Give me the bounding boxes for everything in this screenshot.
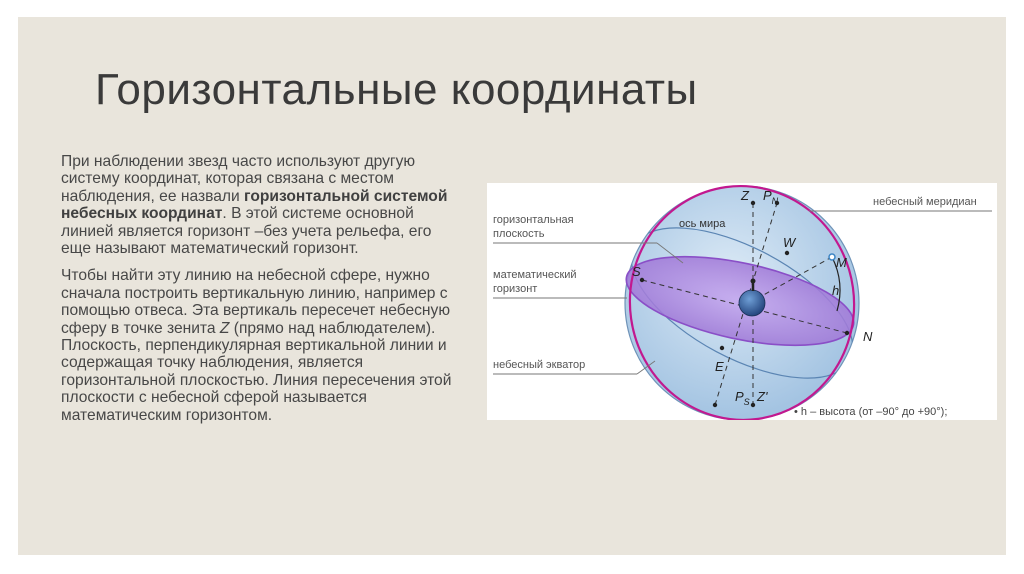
paragraph-1-bold: горизонтальной системой небесных координат: [61, 187, 448, 223]
label-s: S: [632, 264, 641, 279]
label-w: W: [783, 235, 796, 250]
earth-icon: [739, 290, 765, 316]
label-celestial-meridian: небесный меридиан: [873, 196, 977, 208]
label-horizontal-plane-1: горизонтальная: [493, 214, 574, 226]
body-text: [61, 153, 461, 434]
celestial-sphere-diagram: [487, 183, 997, 420]
slide-title: Горизонтальные координаты: [95, 65, 698, 114]
label-e: E: [715, 359, 724, 374]
point-m: [829, 254, 835, 260]
figure-caption: • h – высота (от –90° до +90°);: [794, 406, 948, 418]
paragraph-2: [61, 267, 461, 424]
label-horizontal-plane-2: плоскость: [493, 228, 545, 240]
paragraph-1-text-a: При наблюдении звезд часто используют другую систему координат, которая связана с местом наблюдения, ее назвали: [61, 153, 416, 205]
label-h: h: [832, 283, 840, 298]
paragraph-2-text-b: (прямо над наблюдателем). Плоскость, перпендикулярная вертикальной линии и содержащая точку наблюдения, является горизонтальной плоскостью. Линия пересечения этой плоскости с небесной сферой называется математическим горизонтом.: [61, 319, 452, 424]
paragraph-2-text-a: Чтобы найти эту линию на небесной сфере, нужно сначала построить вертикальную линию, например с помощью отвеса. Эта вертикаль пересечет небесную сферу в точке зенита: [61, 267, 451, 337]
label-pn: $P_N$: [763, 188, 779, 206]
label-n: N: [863, 329, 873, 344]
label-m: M: [836, 255, 847, 270]
label-z-prime: Z': [757, 389, 768, 404]
point-w: [785, 251, 789, 255]
label-ps: $P_S$: [735, 389, 750, 407]
point-zenith: [751, 201, 755, 205]
label-math-horizon-2: горизонт: [493, 283, 538, 295]
paragraph-2-zenith: Z: [219, 319, 230, 337]
paragraph-1-text-b: . В этой системе основной линией является горизонт –без учета рельефа, его еще называют математический горизонт.: [61, 205, 432, 258]
point-nadir: [751, 403, 755, 407]
slide: [18, 17, 1006, 555]
label-celestial-equator: небесный экватор: [493, 359, 586, 371]
point-ps: [713, 403, 717, 407]
label-z: Z: [741, 188, 749, 203]
point-e: [720, 346, 724, 350]
label-world-axis: ось мира: [679, 218, 726, 230]
celestial-sphere-figure: [487, 183, 997, 420]
point-n: [845, 331, 849, 335]
label-math-horizon-1: математический: [493, 269, 577, 281]
paragraph-1: [61, 153, 461, 257]
